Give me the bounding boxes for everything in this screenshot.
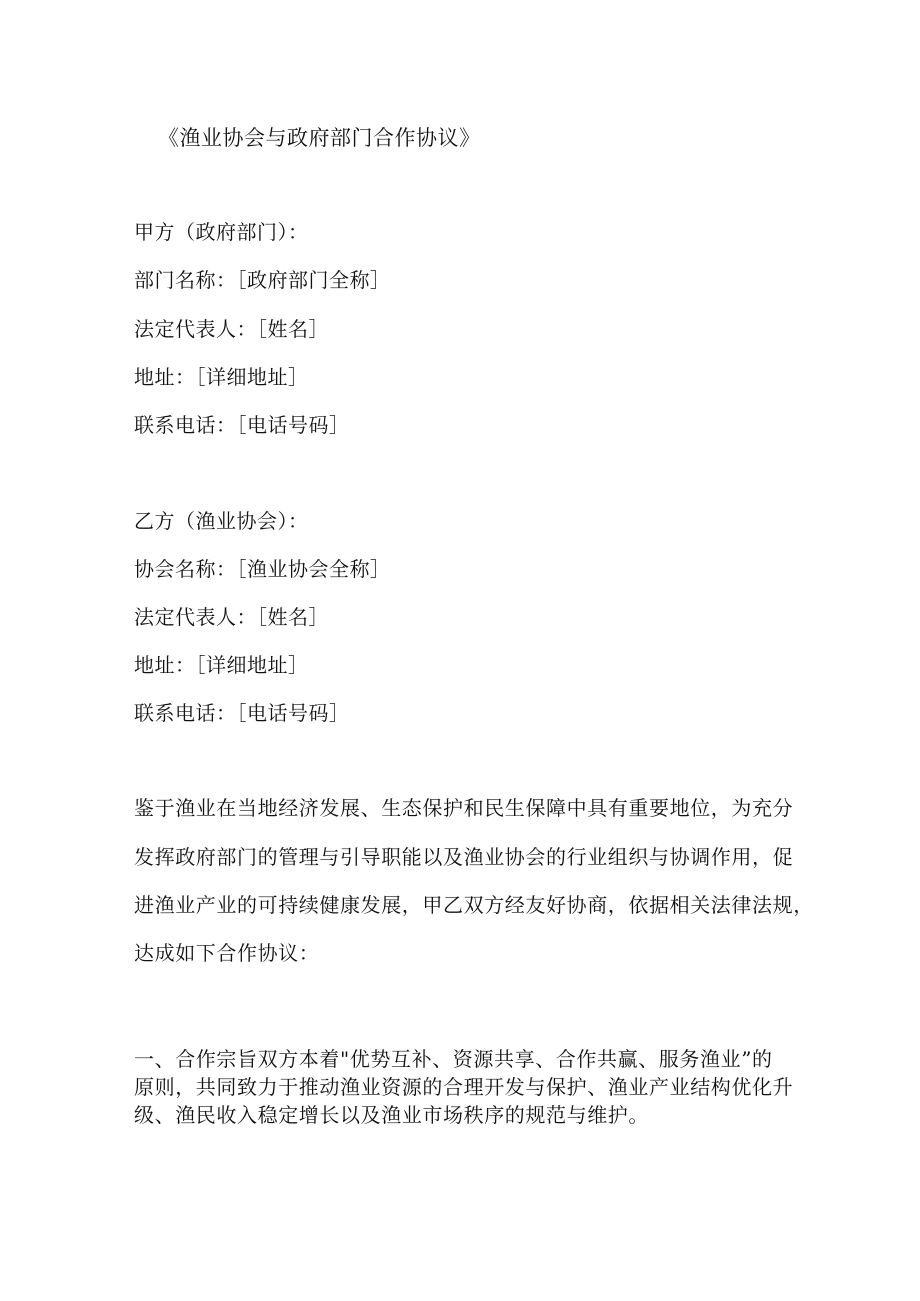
preamble-line: 进渔业产业的可持续健康发展，甲乙双方经友好协商，依据相关法律法规， — [134, 893, 814, 917]
party-b-representative: 法定代表人：［姓名］ — [134, 605, 329, 629]
party-b-name: 协会名称：［渔业协会全称］ — [134, 557, 391, 581]
preamble-line: 鉴于渔业在当地经济发展、生态保护和民生保障中具有重要地位，为充分 — [134, 796, 794, 820]
party-a-heading: 甲方（政府部门）： — [134, 220, 309, 244]
party-a-representative: 法定代表人：［姓名］ — [134, 317, 329, 341]
document-title: 《渔业协会与政府部门合作协议》 — [158, 126, 481, 150]
preamble-line: 达成如下合作协议： — [134, 941, 320, 965]
clause-1-line: 一、合作宗旨双方本着"优势互补、资源共享、合作共赢、服务渔业”的 — [134, 1047, 773, 1071]
party-a-name: 部门名称：［政府部门全称］ — [134, 268, 391, 292]
clause-1-line: 级、渔民收入稳定增长以及渔业市场秩序的规范与维护。 — [134, 1103, 649, 1127]
party-a-address: 地址：［详细地址］ — [134, 365, 309, 389]
party-b-address: 地址：［详细地址］ — [134, 653, 309, 677]
preamble-line: 发挥政府部门的管理与引导职能以及渔业协会的行业组织与协调作用，促 — [134, 845, 794, 869]
party-a-phone: 联系电话：［电话号码］ — [134, 413, 350, 437]
party-b-phone: 联系电话：［电话号码］ — [134, 701, 350, 725]
party-b-heading: 乙方（渔业协会）： — [134, 509, 309, 533]
clause-1-line: 原则，共同致力于推动渔业资源的合理开发与保护、渔业产业结构优化升 — [134, 1075, 794, 1099]
